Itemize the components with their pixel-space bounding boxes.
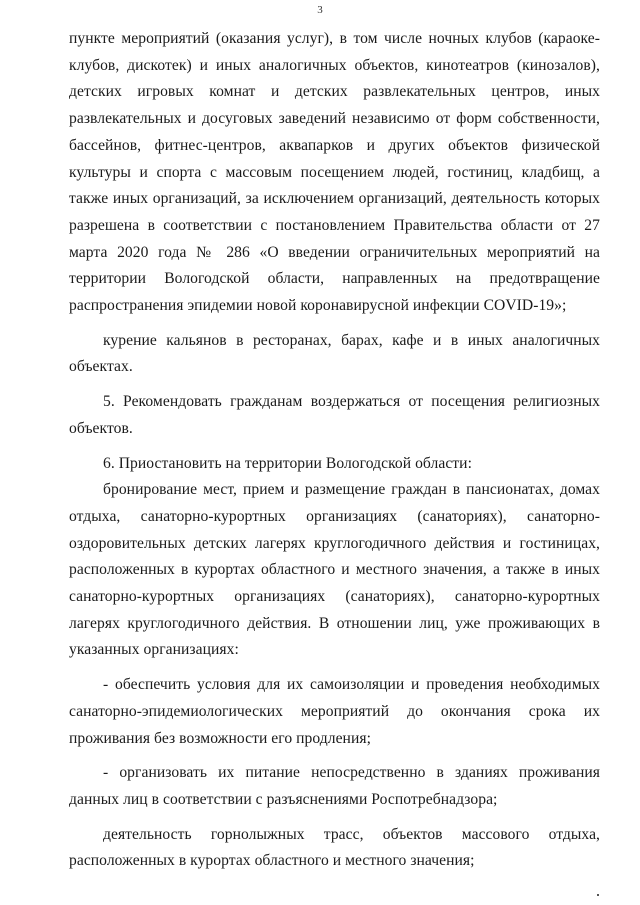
paragraph-bullet-meals: - организовать их питание непосредственно в зданиях проживания данных лиц в соответствии с разъяснениями Роспотребнадзора; bbox=[69, 764, 600, 808]
paragraph-item-5: 5. Рекомендовать гражданам воздержаться от посещения религиозных объектов. bbox=[69, 393, 600, 437]
scan-mark bbox=[597, 894, 599, 896]
document-body bbox=[69, 26, 600, 875]
page-number: 3 bbox=[317, 4, 323, 16]
paragraph-hookah: курение кальянов в ресторанах, барах, кафе и в иных аналогичных объектах. bbox=[69, 331, 600, 376]
paragraph-ski-slopes: деятельность горнолыжных трасс, объектов массового отдыха, расположенных в курортах областного и местного значения; bbox=[69, 825, 600, 870]
paragraph-item-6: 6. Приостановить на территории Вологодской области: bbox=[103, 454, 472, 472]
paragraph-booking: бронирование мест, прием и размещение граждан в пансионатах, домах отдыха, санаторно-курортных организациях (санаториях), санаторно-оздоровительных детских лагерях круглогодичного действия и гостиницах, расположенных в курортах областного и местного значения, а также в иных санаторно-курортных организациях (санаториях), санаторно-курортных лагерях круглогодичного действия. В отношении лиц, уже проживающих в указанных организациях: bbox=[69, 481, 600, 659]
paragraph-continuation: пункте мероприятий (оказания услуг), в том числе ночных клубов (караоке-клубов, дискотек) и иных аналогичных объектов, кинотеатров (кинозалов), детских игровых комнат и детских развлекательных центров, иных развлекательных и досуговых заведений независимо от форм собственности, бассейнов, фитнес-центров, аквапарков и других объектов физической культуры и спорта с массовым посещением людей, гостиниц, кладбищ, а также иных организаций, за исключением организаций, деятельность которых разрешена в соответствии с постановлением Правительства области от 27 марта 2020 года № 286 «О введении ограничительных мероприятий на территории Вологодской области, направленных на предотвращение распространения эпидемии новой коронавирусной инфекции COVID-19»; bbox=[69, 30, 600, 315]
paragraph-bullet-isolation: - обеспечить условия для их самоизоляции и проведения необходимых санаторно-эпидемиологических мероприятий до окончания срока их проживания без возможности его продления; bbox=[69, 676, 600, 747]
